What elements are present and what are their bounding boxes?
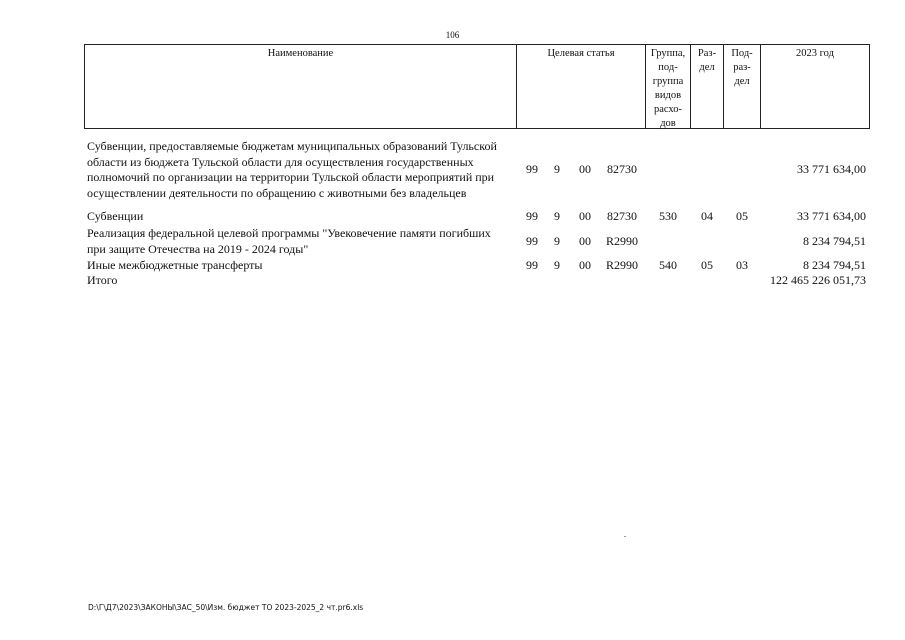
row-article-4: 82730	[607, 209, 637, 223]
header-group-line: группа	[652, 76, 684, 87]
page-number: 106	[445, 30, 460, 40]
row-article-2: 9	[554, 162, 560, 176]
row-name	[87, 139, 507, 201]
row-group: 530	[659, 209, 677, 223]
header-group-line: Группа,	[650, 48, 686, 59]
header-group	[646, 45, 691, 128]
header-name-label: Наименование	[267, 48, 334, 59]
table-header	[84, 44, 870, 129]
total-amount: 122 465 226 051,73	[770, 273, 866, 287]
row-amount: 8 234 794,51	[803, 258, 866, 272]
table-row	[84, 139, 870, 201]
file-path-footer: D:\Г\Д7\2023\ЗАКОНЫ\ЗАС_50\Изм. бюджет ТО 2023-2025_2 чт.pr6.xls	[88, 603, 364, 612]
row-name: Субвенции	[87, 209, 144, 223]
row-article-2: 9	[554, 258, 560, 272]
row-article-2: 9	[554, 234, 560, 248]
row-name	[87, 226, 507, 257]
row-subsection: 05	[736, 209, 748, 223]
row-name: Иные межбюджетные трансферты	[87, 258, 263, 272]
row-article-4: 82730	[607, 162, 637, 176]
row-section: 05	[701, 258, 713, 272]
row-article-1: 99	[526, 234, 538, 248]
header-subsection	[724, 45, 761, 128]
header-target-article	[517, 45, 646, 128]
header-section	[691, 45, 724, 128]
header-group-line: дов	[660, 118, 676, 129]
row-article-3: 00	[579, 234, 591, 248]
row-amount: 33 771 634,00	[797, 162, 866, 176]
table-row	[84, 226, 870, 257]
table-row	[84, 258, 870, 274]
row-article-4: R2990	[605, 234, 638, 248]
row-article-3: 00	[579, 258, 591, 272]
header-group-line: расхо-	[653, 104, 683, 115]
header-section-line: Раз-	[697, 48, 717, 59]
header-name	[85, 45, 517, 128]
header-group-line: под-	[658, 62, 678, 73]
row-article-2: 9	[554, 209, 560, 223]
row-name-line: Реализация федеральной целевой программы "Увековечение памяти погибших	[87, 226, 491, 240]
scan-speck	[624, 536, 626, 537]
table-row	[84, 209, 870, 225]
row-amount: 8 234 794,51	[803, 234, 866, 248]
row-amount: 33 771 634,00	[797, 209, 866, 223]
row-article-3: 00	[579, 162, 591, 176]
header-year-label: 2023 год	[796, 48, 834, 59]
row-name-line: Субвенции, предоставляемые бюджетам муниципальных образований Тульской	[87, 139, 497, 153]
row-subsection: 03	[736, 258, 748, 272]
row-name-line: полномочий по организации на территории Тульской области мероприятий при	[87, 170, 495, 184]
header-year	[761, 45, 869, 128]
row-article-4: R2990	[605, 258, 638, 272]
header-subsection-line: Под-	[731, 48, 753, 59]
row-name-line: области из бюджета Тульской области для осуществления государственных	[87, 154, 474, 169]
row-article-1: 99	[526, 258, 538, 272]
row-name-line: осуществлении деятельности по обращению с животными без владельцев	[87, 185, 467, 200]
total-label: Итого	[87, 273, 118, 287]
row-name-line: при защите Отечества на 2019 - 2024 годы"	[87, 241, 309, 256]
row-article-3: 00	[579, 209, 591, 223]
header-subsection-line: дел	[734, 76, 750, 87]
row-article-1: 99	[526, 209, 538, 223]
row-group: 540	[659, 258, 677, 272]
row-article-1: 99	[526, 162, 538, 176]
header-target-article-label: Целевая статья	[547, 48, 615, 59]
header-subsection-line: раз-	[733, 62, 751, 73]
total-row	[84, 273, 870, 289]
row-section: 04	[701, 209, 713, 223]
header-group-line: видов	[654, 90, 682, 101]
header-section-line: дел	[699, 62, 715, 73]
